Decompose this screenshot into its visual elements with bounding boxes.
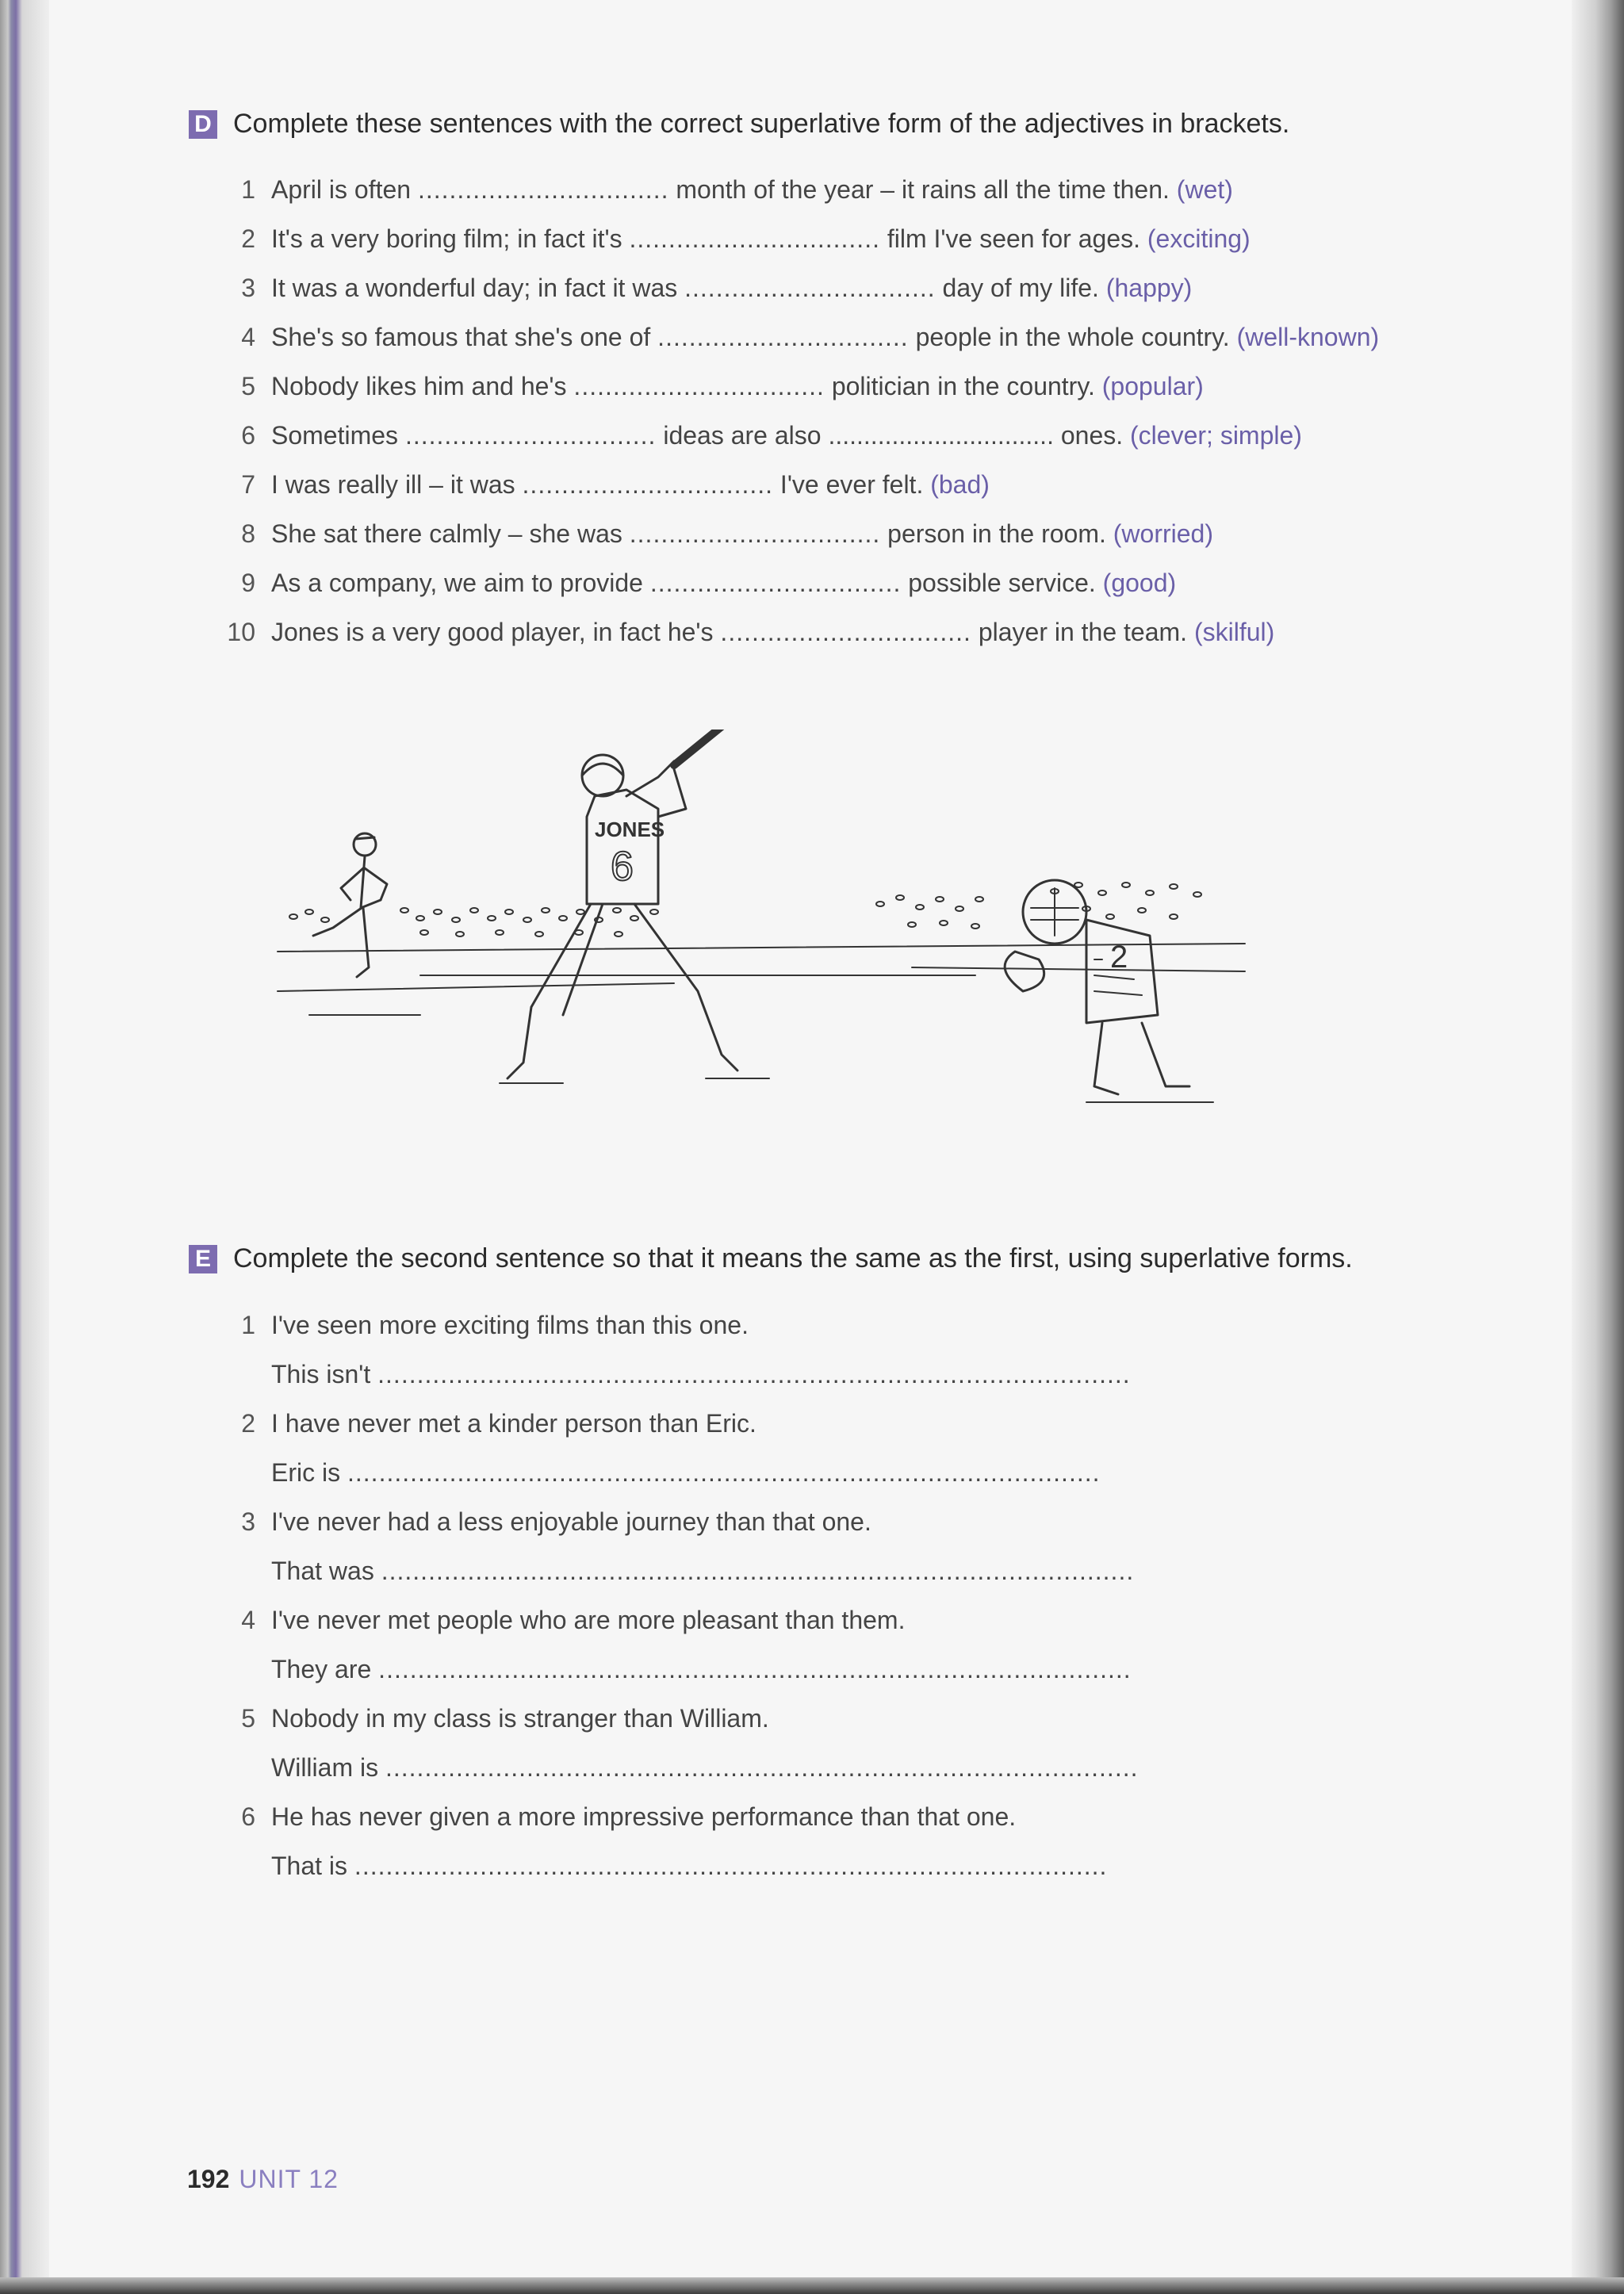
item-number: 5	[241, 372, 255, 400]
rewrite-start: Eric is	[271, 1458, 341, 1487]
adjective-hint: (worried)	[1113, 519, 1213, 548]
answer-blank[interactable]: ................................	[573, 372, 825, 400]
item-text-before: Nobody likes him and he's	[271, 372, 567, 400]
item-number: 1	[241, 175, 255, 204]
answer-blank[interactable]: ................................	[684, 274, 936, 302]
field-line	[912, 967, 1245, 971]
item-number: 3	[241, 274, 255, 302]
answer-blank[interactable]: ................................................................................................	[378, 1655, 1132, 1683]
rewrite-line	[271, 1358, 1131, 1390]
item-number: 10	[227, 618, 255, 646]
exercise-d-item	[216, 321, 1564, 353]
item-text-after: month of the year – it rains all the time then.	[676, 175, 1170, 204]
exercise-d-item	[216, 223, 1564, 255]
item-text-after: ideas are also ................................ ones.	[663, 421, 1124, 450]
adjective-hint: (popular)	[1101, 372, 1204, 400]
answer-blank[interactable]: ................................	[404, 421, 657, 450]
answer-blank[interactable]: ................................	[720, 618, 971, 646]
exercise-e-item	[216, 1407, 1564, 1439]
exercise-e-item	[216, 1309, 1564, 1341]
exercise-d-item	[216, 272, 1564, 304]
adjective-hint: (exciting)	[1147, 224, 1251, 253]
answer-blank[interactable]: ................................	[629, 224, 880, 253]
section-e-letter-badge: E	[189, 1245, 217, 1273]
exercise-d-item	[216, 469, 1564, 500]
rewrite-start: William is	[271, 1753, 379, 1782]
item-text-after: person in the room.	[887, 519, 1106, 548]
answer-blank[interactable]: ................................................................................................	[381, 1557, 1135, 1585]
baseball-illustration	[262, 730, 1261, 1134]
section-d-letter-badge: D	[189, 110, 217, 139]
original-sentence: Nobody in my class is stranger than William.	[271, 1704, 769, 1733]
catcher-figure	[1005, 880, 1213, 1102]
item-text-before: Sometimes	[271, 421, 399, 450]
item-text-before: It's a very boring film; in fact it's	[271, 224, 622, 253]
unit-label: UNIT 12	[239, 2165, 339, 2193]
item-number: 7	[241, 470, 255, 499]
exercise-d-item	[216, 174, 1564, 205]
adjective-hint: (wet)	[1176, 175, 1233, 204]
exercise-e-item	[216, 1801, 1564, 1833]
page-edge-shadow	[1572, 0, 1624, 2294]
original-sentence: I've never met people who are more pleasant than them.	[271, 1606, 906, 1634]
item-text-after: player in the team.	[978, 618, 1188, 646]
page-bottom-shadow	[0, 2277, 1624, 2294]
item-number: 5	[241, 1704, 255, 1733]
rewrite-line	[271, 1653, 1132, 1685]
item-text-after: people in the whole country.	[915, 323, 1230, 351]
item-text-before: She's so famous that she's one of	[271, 323, 651, 351]
adjective-hint: (clever; simple)	[1130, 421, 1302, 450]
jersey-name-text: JONES	[595, 818, 665, 841]
answer-blank[interactable]: ................................	[649, 569, 902, 597]
item-number: 6	[241, 1802, 255, 1831]
original-sentence: I have never met a kinder person than Eric.	[271, 1409, 756, 1438]
page-footer	[187, 2165, 339, 2194]
section-d-instruction: Complete these sentences with the correct superlative form of the adjectives in brackets.	[233, 109, 1290, 139]
item-text-before: I was really ill – it was	[271, 470, 515, 499]
original-sentence: I've seen more exciting films than this one.	[271, 1311, 749, 1339]
item-text-after: day of my life.	[942, 274, 1099, 302]
item-number: 6	[241, 421, 255, 450]
adjective-hint: (well-known)	[1236, 323, 1380, 351]
rewrite-line	[271, 1752, 1138, 1783]
batter-figure	[500, 730, 769, 1083]
rewrite-line	[271, 1555, 1134, 1587]
book-spine-shadow	[0, 0, 49, 2294]
answer-blank[interactable]: ................................................................................................	[347, 1458, 1101, 1487]
section-d-heading	[189, 109, 1537, 140]
item-text-after: film I've seen for ages.	[887, 224, 1140, 253]
rewrite-line	[271, 1850, 1107, 1882]
item-text-before: As a company, we aim to provide	[271, 569, 643, 597]
item-text-before: Jones is a very good player, in fact he's	[271, 618, 714, 646]
rewrite-start: They are	[271, 1655, 372, 1683]
exercise-e-item	[216, 1604, 1564, 1636]
original-sentence: I've never had a less enjoyable journey than that one.	[271, 1507, 871, 1536]
item-number: 9	[241, 569, 255, 597]
crowd-group	[289, 883, 1201, 936]
item-text-after: possible service.	[908, 569, 1096, 597]
item-number: 2	[241, 1409, 255, 1438]
item-number: 8	[241, 519, 255, 548]
exercise-d-item	[216, 518, 1564, 550]
answer-blank[interactable]: ................................	[629, 519, 881, 548]
answer-blank[interactable]: ................................................................................................	[377, 1360, 1131, 1388]
exercise-e-item	[216, 1506, 1564, 1538]
exercise-d-item	[216, 616, 1564, 648]
original-sentence: He has never given a more impressive performance than that one.	[271, 1802, 1017, 1831]
item-number: 3	[241, 1507, 255, 1536]
rewrite-start: That is	[271, 1852, 348, 1880]
answer-blank[interactable]: ................................	[522, 470, 774, 499]
item-text-before: It was a wonderful day; in fact it was	[271, 274, 678, 302]
rewrite-start: This isn't	[271, 1360, 371, 1388]
item-text-after: I've ever felt.	[779, 470, 924, 499]
rewrite-start: That was	[271, 1557, 374, 1585]
item-text-after: politician in the country.	[831, 372, 1095, 400]
page-number: 192	[187, 2165, 230, 2193]
item-number: 2	[241, 224, 255, 253]
jersey-number-text: 6	[611, 844, 634, 890]
answer-blank[interactable]: ................................................................................................	[354, 1852, 1108, 1880]
exercise-d-item	[216, 370, 1564, 402]
item-number: 1	[241, 1311, 255, 1339]
item-number: 4	[241, 323, 255, 351]
adjective-hint: (happy)	[1105, 274, 1193, 302]
adjective-hint: (good)	[1102, 569, 1177, 597]
section-e-heading	[189, 1243, 1537, 1274]
answer-blank[interactable]: ................................................................................................	[385, 1753, 1139, 1782]
rewrite-line	[271, 1457, 1101, 1488]
exercise-e-item	[216, 1702, 1564, 1734]
exercise-d-item	[216, 419, 1564, 451]
catcher-number-text: 2	[1110, 940, 1128, 975]
pitcher-figure	[309, 833, 420, 1015]
item-text-before: April is often	[271, 175, 412, 204]
adjective-hint: (skilful)	[1193, 618, 1275, 646]
answer-blank[interactable]: ................................	[657, 323, 909, 351]
item-number: 4	[241, 1606, 255, 1634]
field-line	[278, 944, 1245, 952]
item-text-before: She sat there calmly – she was	[271, 519, 622, 548]
field-line	[278, 983, 674, 991]
section-e-instruction: Complete the second sentence so that it means the same as the first, using superlative forms.	[233, 1243, 1353, 1273]
exercise-d-item	[216, 567, 1564, 599]
adjective-hint: (bad)	[930, 470, 990, 499]
answer-blank[interactable]: ................................	[417, 175, 669, 204]
